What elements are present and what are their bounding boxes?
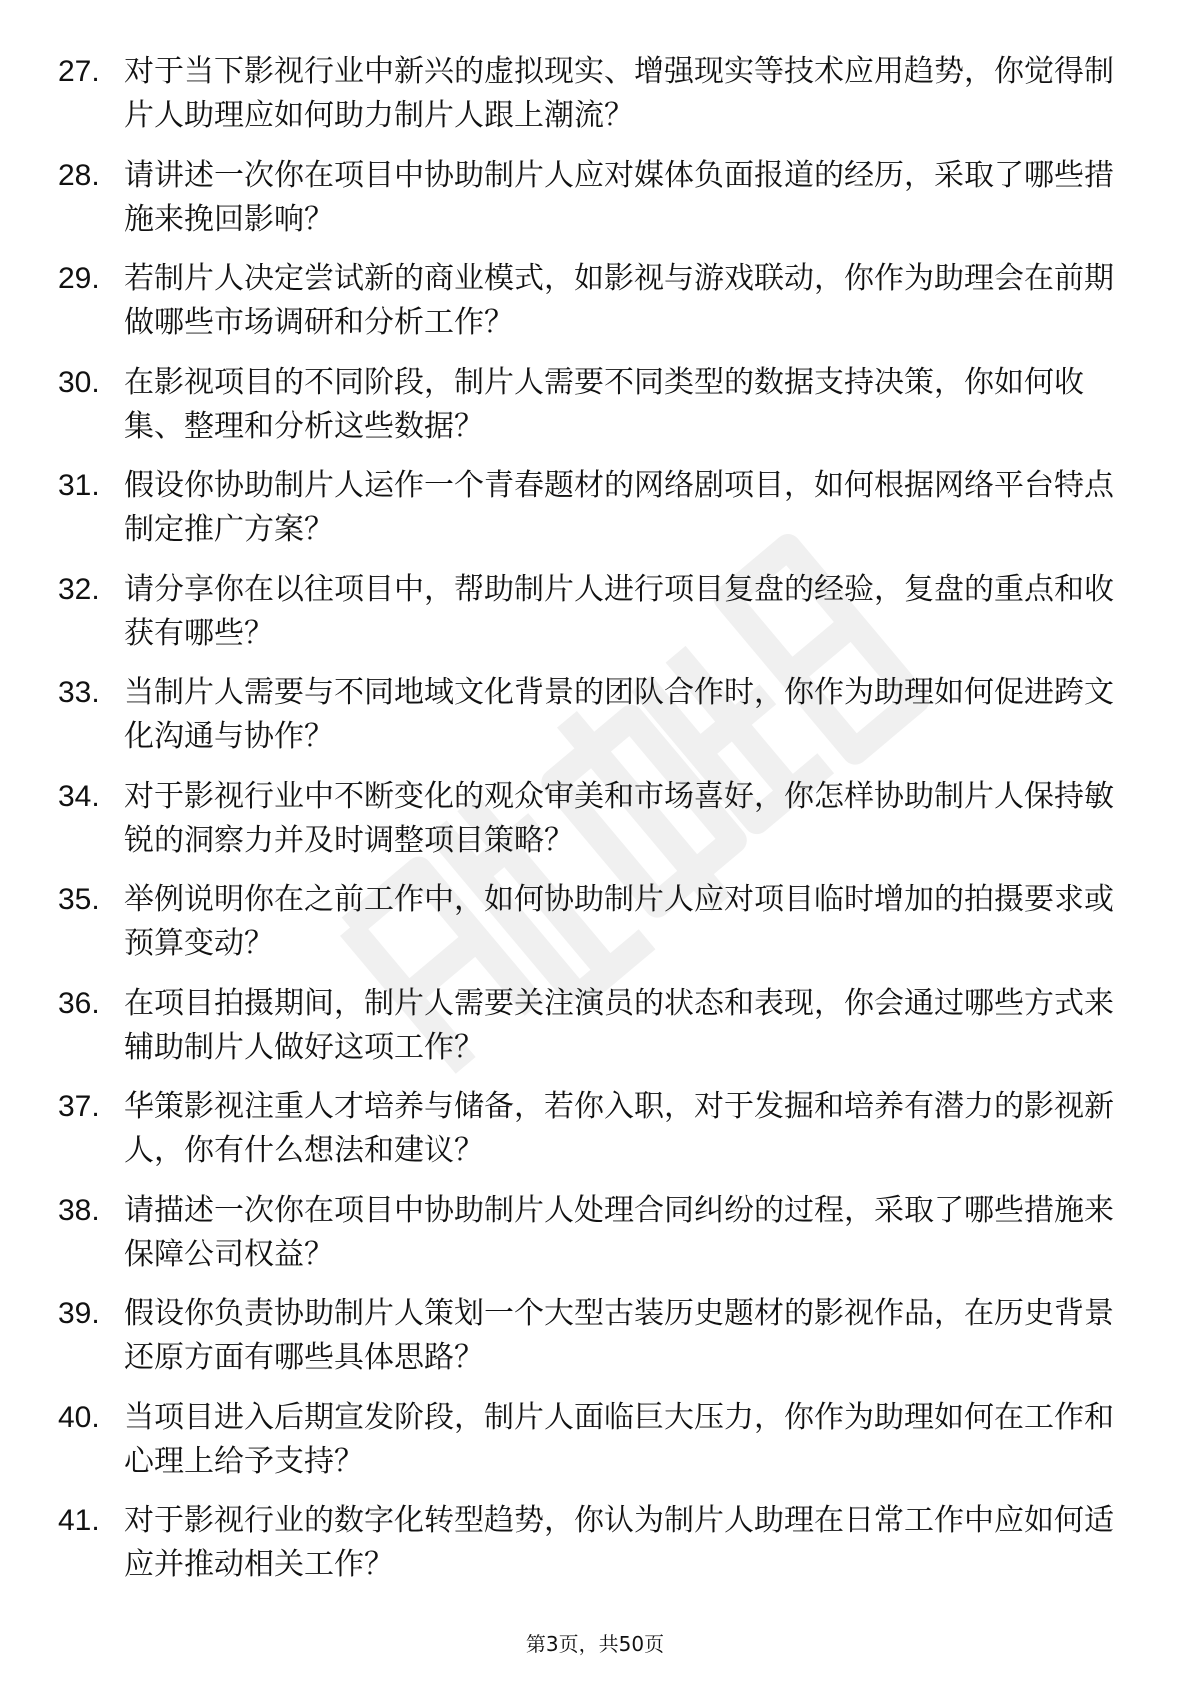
question-text: 华策影视注重人才培养与储备，若你入职，对于发掘和培养有潜力的影视新人，你有什么想法和建议？ [124,1089,1114,1168]
question-item [58,464,1138,568]
question-item [58,982,1138,1086]
question-text: 请分享你在以往项目中，帮助制片人进行项目复盘的经验，复盘的重点和收获有哪些？ [124,571,1114,651]
question-number: 29. [58,262,100,295]
question-number: 40. [58,1400,100,1434]
question-text: 当项目进入后期宣发阶段，制片人面临巨大压力，你作为助理如何在工作和心理上给予支持？ [124,1399,1114,1479]
question-item [58,775,1138,879]
question-item [58,878,1138,982]
question-text: 若制片人决定尝试新的商业模式，如影视与游戏联动，你作为助理会在前期做哪些市场调研和分析工作？ [124,261,1114,340]
page-footer: 第3页，共50页 [525,1632,665,1656]
question-text: 假设你负责协助制片人策划一个大型古装历史题材的影视作品，在历史背景还原方面有哪些具体思路？ [124,1296,1114,1375]
question-list [58,50,1138,1603]
question-item [58,257,1138,361]
question-number: 38. [58,1193,100,1227]
question-item [58,50,1138,154]
question-text: 在影视项目的不同阶段，制片人需要不同类型的数据支持决策，你如何收集、整理和分析这些数据？ [124,364,1084,444]
question-item [58,154,1138,258]
question-item [58,1396,1138,1500]
question-item [58,671,1138,775]
question-text: 请讲述一次你在项目中协助制片人应对媒体负面报道的经历，采取了哪些措施来挽回影响？ [124,157,1114,237]
question-text: 在项目拍摄期间，制片人需要关注演员的状态和表现，你会通过哪些方式来辅助制片人做好这项工作？ [124,985,1114,1065]
question-number: 36. [58,986,100,1020]
question-number: 41. [58,1504,100,1537]
question-number: 34. [58,779,100,813]
question-text: 假设你协助制片人运作一个青春题材的网络剧项目，如何根据网络平台特点制定推广方案？ [124,468,1114,547]
question-text: 对于当下影视行业中新兴的虚拟现实、增强现实等技术应用趋势，你觉得制片人助理应如何助力制片人跟上潮流？ [124,54,1114,133]
question-number: 30. [58,365,100,399]
question-number: 37. [58,1090,100,1123]
question-text: 对于影视行业中不断变化的观众审美和市场喜好，你怎样协助制片人保持敏锐的洞察力并及时调整项目策略？ [124,778,1114,858]
question-item [58,1292,1138,1396]
question-item [58,1189,1138,1293]
question-text: 当制片人需要与不同地域文化背景的团队合作时，你作为助理如何促进跨文化沟通与协作？ [124,675,1114,754]
question-item [58,1085,1138,1189]
question-item [58,1499,1138,1603]
question-text: 举例说明你在之前工作中，如何协助制片人应对项目临时增加的拍摄要求或预算变动？ [124,882,1114,961]
question-number: 35. [58,883,100,916]
question-number: 33. [58,676,100,709]
question-number: 28. [58,158,100,192]
question-text: 请描述一次你在项目中协助制片人处理合同纠纷的过程，采取了哪些措施来保障公司权益？ [124,1192,1114,1272]
question-text: 对于影视行业的数字化转型趋势，你认为制片人助理在日常工作中应如何适应并推动相关工作？ [124,1503,1114,1582]
question-number: 39. [58,1297,100,1330]
question-item [58,361,1138,465]
question-number: 32. [58,572,100,606]
question-number: 27. [58,55,100,88]
question-number: 31. [58,469,100,502]
question-item [58,568,1138,672]
